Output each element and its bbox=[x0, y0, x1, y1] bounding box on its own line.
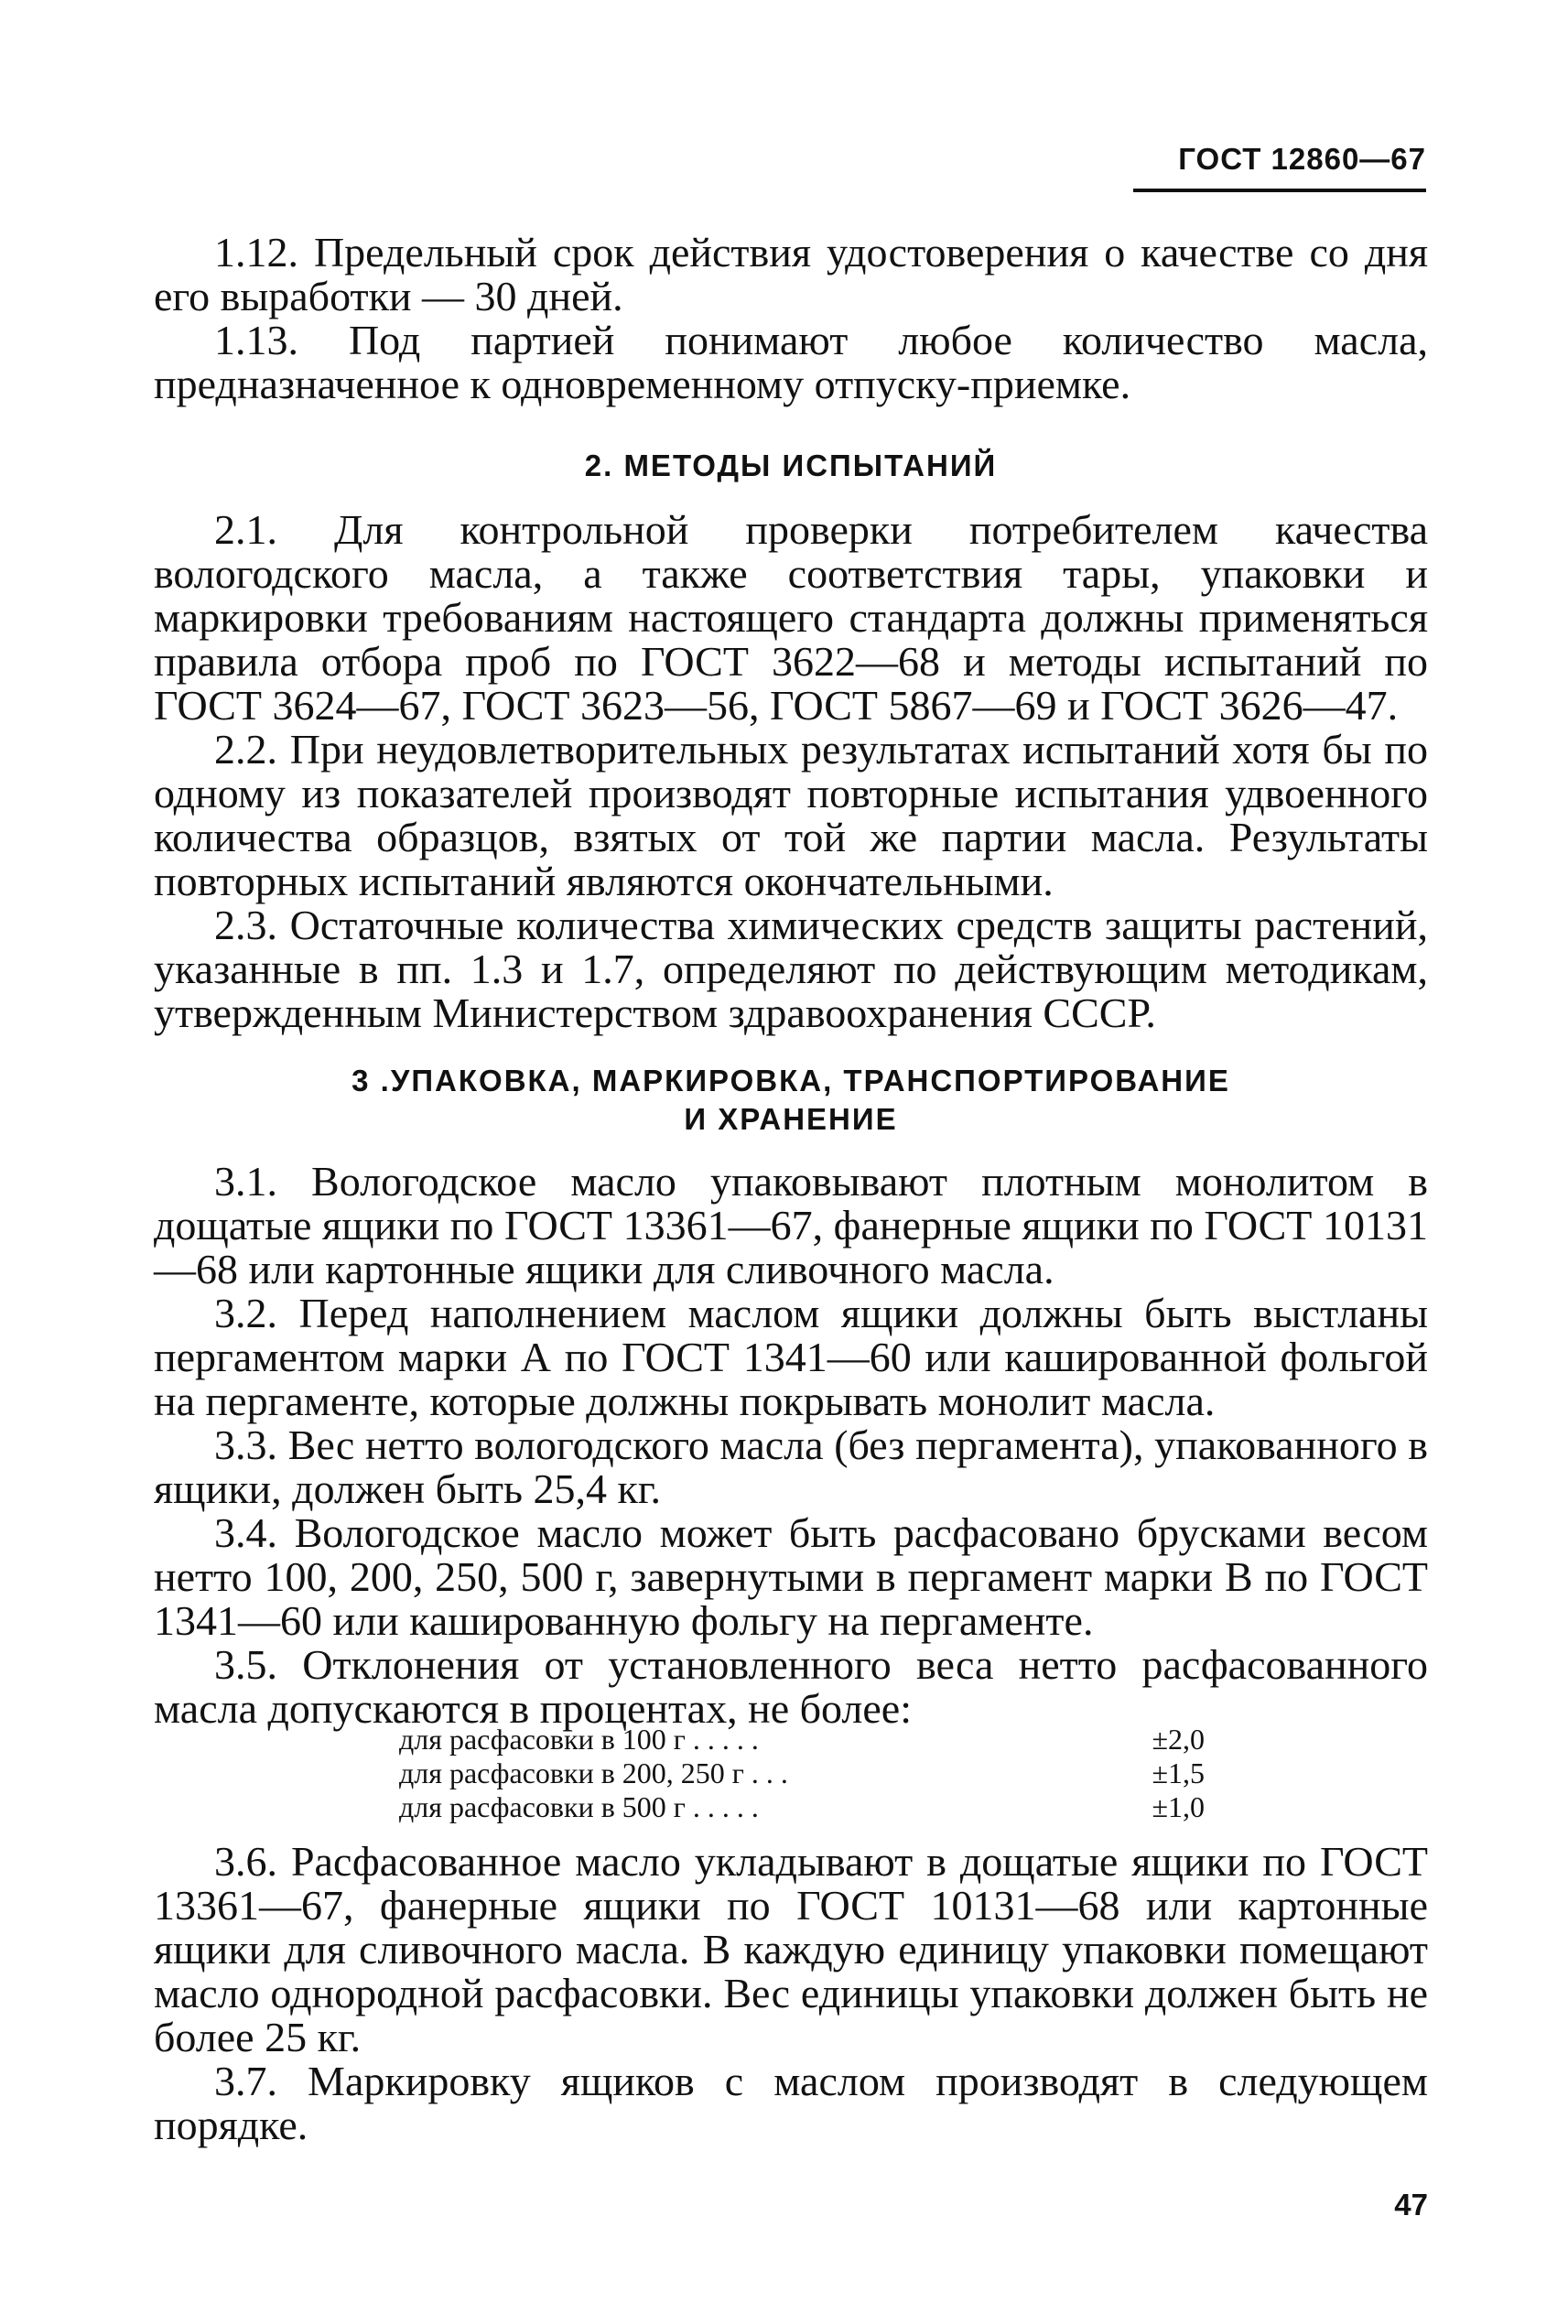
section-2-title: 2. МЕТОДЫ ИСПЫТАНИЙ bbox=[584, 449, 998, 482]
paragraph-3-3: 3.3. Вес нетто вологодского масла (без пергамента), упакованного в ящики, должен быть 25,4 кг. bbox=[154, 1421, 1428, 1512]
tolerance-row bbox=[399, 1790, 1205, 1824]
tolerance-label: для расфасовки в 500 г . . . . . bbox=[399, 1790, 759, 1823]
page-number: 47 bbox=[1394, 2188, 1428, 2221]
paragraph-1-12: 1.12. Предельный срок действия удостоверения о качестве со дня его выработки — 30 дней. bbox=[154, 229, 1428, 319]
paragraph-3-5: 3.5. Отклонения от установленного веса нетто расфасованного масла допускаются в процентах, не более: bbox=[154, 1641, 1428, 1732]
paragraph-1-13: 1.13. Под партией понимают любое количество масла, предназначенное к одновременному отпуску-приемке. bbox=[154, 317, 1428, 407]
section-3-title-line-1: 3 .УПАКОВКА, МАРКИРОВКА, ТРАНСПОРТИРОВАНИЕ bbox=[351, 1064, 1230, 1097]
paragraph-3-4: 3.4. Вологодское масло может быть расфасовано брусками весом нетто 100, 200, 250, 500 г, завернутыми в пергамент марки В по ГОСТ 1341—60 или кашированную фольгу на пергаменте. bbox=[154, 1509, 1428, 1644]
tolerance-label: для расфасовки в 200, 250 г . . . bbox=[399, 1757, 788, 1789]
paragraph-3-7: 3.7. Маркировку ящиков с маслом производят в следующем порядке. bbox=[154, 2058, 1428, 2148]
tolerance-value: ±1,0 bbox=[1152, 1790, 1205, 1823]
paragraph-2-3: 2.3. Остаточные количества химических средств защиты растений, указанные в пп. 1.3 и 1.7, определяют по действующим методикам, утвержденным Министерством здравоохранения СССР. bbox=[154, 902, 1428, 1036]
tolerance-value: ±1,5 bbox=[1152, 1757, 1205, 1789]
tolerance-row bbox=[399, 1757, 1205, 1790]
section-3-title bbox=[154, 1062, 1428, 1139]
paragraph-2-1: 2.1. Для контрольной проверки потребителем качества вологодского масла, а также соответствия тары, упаковки и маркировки требованиям настоящего стандарта должны применяться правила отбора проб по ГОСТ 3622—68 и методы испытаний по ГОСТ 3624—67, ГОСТ 3623—56, ГОСТ 5867—69 и ГОСТ 3626—47. bbox=[154, 506, 1428, 729]
header-rule bbox=[1133, 189, 1426, 192]
tolerance-row bbox=[399, 1723, 1205, 1757]
tolerance-table bbox=[399, 1723, 1205, 1824]
tolerance-value: ±2,0 bbox=[1152, 1723, 1205, 1756]
section-2-body bbox=[154, 508, 1428, 1035]
paragraph-2-2: 2.2. При неудовлетворительных результатах испытаний хотя бы по одному из показателей производят повторные испытания удвоенного количества образцов, взятых от той же партии масла. Результаты повторных испытаний являются окончательными. bbox=[154, 726, 1428, 904]
section-3-title-line-2: И ХРАНЕНИЕ bbox=[684, 1102, 898, 1136]
section-3-body-a bbox=[154, 1160, 1428, 1731]
paragraphs-top bbox=[154, 231, 1428, 406]
section-3-body-b bbox=[154, 1840, 1428, 2147]
paragraph-3-2: 3.2. Перед наполнением маслом ящики должны быть выстланы пергаментом марки А по ГОСТ 1341—60 или кашированной фольгой на пергаменте, которые должны покрывать монолит масла. bbox=[154, 1290, 1428, 1424]
running-header-standard-code: ГОСТ 12860—67 bbox=[1178, 142, 1426, 176]
paragraph-3-6: 3.6. Расфасованное масло укладывают в дощатые ящики по ГОСТ 13361—67, фанерные ящики по ГОСТ 10131—68 или картонные ящики для сливочного масла. В каждую единицу упаковки помещают масло однородной расфасовки. Вес единицы упаковки должен быть не более 25 кг. bbox=[154, 1838, 1428, 2060]
paragraph-3-1: 3.1. Вологодское масло упаковывают плотным монолитом в дощатые ящики по ГОСТ 13361—67, фанерные ящики по ГОСТ 10131—68 или картонные ящики для сливочного масла. bbox=[154, 1158, 1428, 1292]
tolerance-label: для расфасовки в 100 г . . . . . bbox=[399, 1723, 759, 1756]
